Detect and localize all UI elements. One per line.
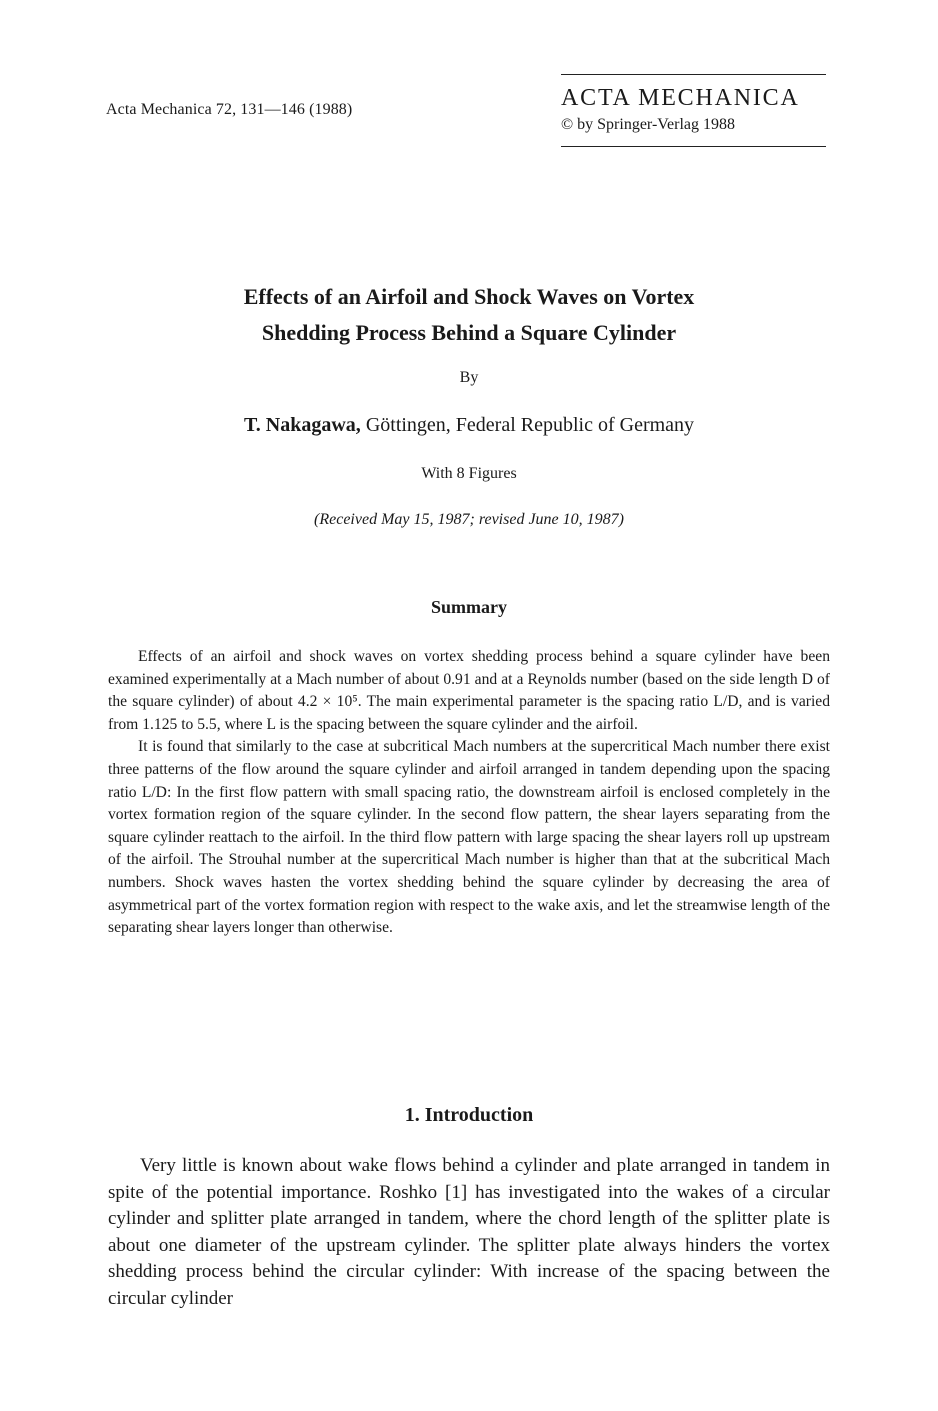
paper-title-line-2: Shedding Process Behind a Square Cylinder xyxy=(261,320,677,345)
masthead-top-rule xyxy=(561,74,826,75)
introduction-heading: 1. Introduction xyxy=(404,1104,534,1126)
journal-citation: Acta Mechanica 72, 131—146 (1988) xyxy=(106,101,353,118)
by-label: By xyxy=(459,369,479,386)
paper-title-line-1: Effects of an Airfoil and Shock Waves on Vortex xyxy=(243,284,695,309)
author-name: T. Nakagawa, xyxy=(243,414,361,436)
introduction-body xyxy=(108,1153,830,1313)
journal-name: ACTA MECHANICA xyxy=(561,85,800,111)
figure-count: With 8 Figures xyxy=(421,465,517,482)
summary-paragraph-1: Effects of an airfoil and shock waves on vortex shedding process behind a square cylinder have been examined experimentally at a Mach number of about 0.91 and at a Reynolds number (based on the side length D of the square cylinder) of about 4.2 × 10⁵. The main experimental parameter is the spacing ratio L/D, and is varied from 1.125 to 5.5, where L is the spacing between the square cylinder and the airfoil. xyxy=(108,648,830,733)
summary-heading: Summary xyxy=(431,597,507,617)
introduction-paragraph: Very little is known about wake flows behind a cylinder and plate arranged in tandem in spite of the potential importance. Roshko [1] has investigated into the wakes of a circular cylinder and splitter plate arranged in tandem, where the chord length of the splitter plate is about one diameter of the upstream cylinder. The splitter plate always hinders the vortex shedding process behind the circular cylinder: With increase of the spacing between the circular cylinder xyxy=(108,1155,830,1309)
received-dates: (Received May 15, 1987; revised June 10, 1987) xyxy=(314,511,624,528)
author-line xyxy=(0,414,938,437)
summary-paragraph-2: It is found that similarly to the case at subcritical Mach numbers at the supercritical Mach number there exist three patterns of the flow around the square cylinder and airfoil arranged in tandem depending upon the spacing ratio L/D: In the first flow pattern with small spacing ratio, the downstream airfoil is enclosed completely in the vortex formation region of the square cylinder. In the second flow pattern, the shear layers separating from the square cylinder reattach to the airfoil. In the third flow pattern with large spacing the shear layers roll up upstream of the airfoil. The Strouhal number at the supercritical Mach number is higher than that at the subcritical Mach numbers. Shock waves hasten the vortex shedding behind the square cylinder by decreasing the area of asymmetrical part of the vortex formation region with respect to the wake axis, and let the streamwise length of the separating shear layers longer than otherwise. xyxy=(108,738,830,937)
summary-body xyxy=(108,646,830,940)
copyright-notice: © by Springer-Verlag 1988 xyxy=(561,116,736,133)
masthead-bottom-rule xyxy=(561,146,826,147)
author-affiliation: Göttingen, Federal Republic of Germany xyxy=(360,414,695,436)
